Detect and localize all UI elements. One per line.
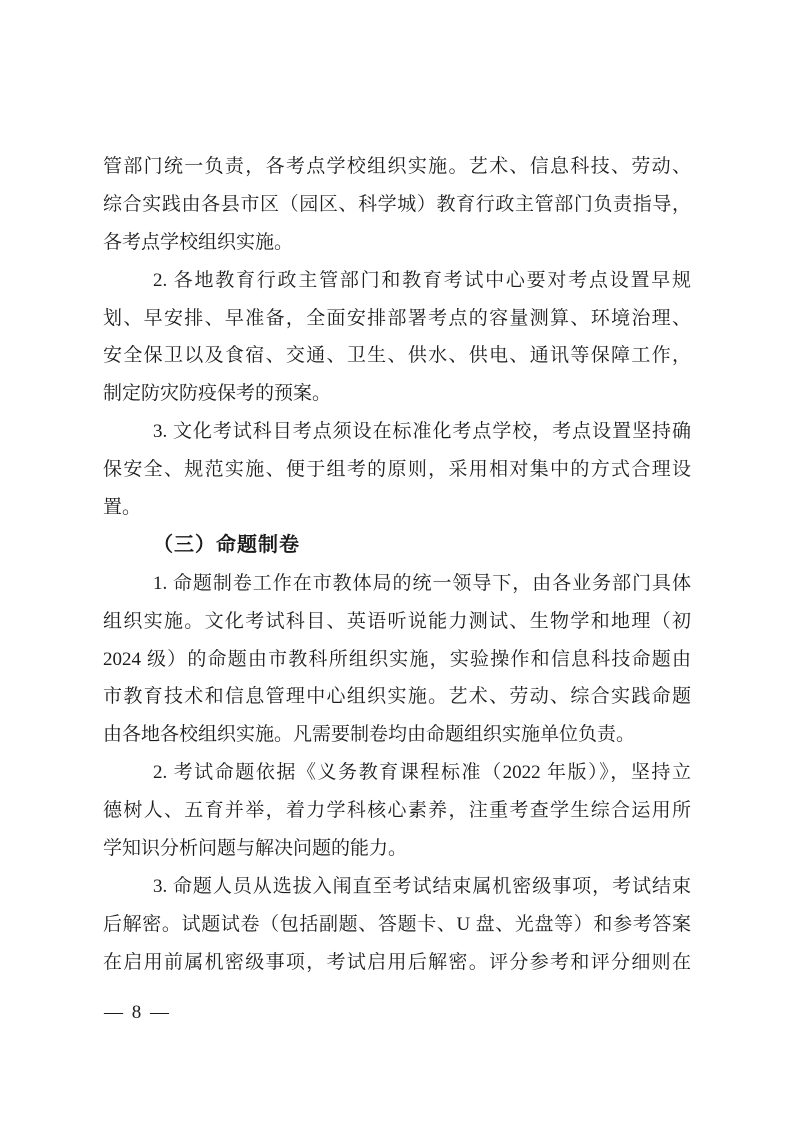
document-body (103, 148, 691, 982)
text-line: 市教育技术和信息管理中心组织实施。艺术、劳动、综合实践命题 (103, 686, 691, 708)
text-line: 制定防灾防疫保考的预案。 (103, 383, 332, 405)
text-line: 安全保卫以及食宿、交通、卫生、供水、供电、通讯等保障工作， (103, 345, 691, 367)
text-line: 保安全、规范实施、便于组考的原则，采用相对集中的方式合理设 (103, 459, 691, 481)
section-heading: （三）命题制卷 (153, 533, 300, 556)
paragraph-5 (103, 754, 691, 868)
paragraph-3 (103, 413, 691, 527)
text-line: 综合实践由各县市区（园区、科学城）教育行政主管部门负责指导， (103, 193, 691, 215)
text-line: 置。 (103, 497, 142, 519)
text-line: 学知识分析问题与解决问题的能力。 (103, 838, 408, 860)
text-line: 2024 级）的命题由市教科所组织实施，实验操作和信息科技命题由 (103, 648, 691, 670)
text-line: 德树人、五育并举，着力学科核心素养，注重考查学生综合运用所 (103, 800, 691, 822)
text-line: 由各地各校组织实施。凡需要制卷均由命题组织实施单位负责。 (103, 724, 636, 746)
paragraph-2 (103, 262, 691, 414)
text-line: 组织实施。文化考试科目、英语听说能力测试、生物学和地理（初 (103, 610, 691, 632)
text-line: 在启用前属机密级事项，考试启用后解密。评分参考和评分细则在 (103, 951, 691, 973)
text-line: 后解密。试题试卷（包括副题、答题卡、U 盘、光盘等）和参考答案 (103, 913, 691, 935)
paragraph-4 (103, 565, 691, 754)
text-line: 管部门统一负责，各考点学校组织实施。艺术、信息科技、劳动、 (103, 156, 691, 177)
text-line: 3. 文化考试科目考点须设在标准化考点学校，考点设置坚持确 (153, 421, 691, 443)
paragraph-continued (103, 148, 691, 262)
text-line: 划、早安排、早准备，全面安排部署考点的容量测算、环境治理、 (103, 307, 691, 329)
text-line: 3. 命题人员从选拔入闱直至考试结束属机密级事项，考试结束 (153, 875, 691, 897)
text-line: 各考点学校组织实施。 (103, 231, 294, 253)
text-line: 2. 各地教育行政主管部门和教育考试中心要对考点设置早规 (153, 269, 691, 291)
text-line: 2. 考试命题依据《义务教育课程标准（2022 年版）》，坚持立 (153, 762, 691, 784)
paragraph-6 (103, 868, 691, 982)
page-number: — 8 — (104, 1002, 171, 1023)
text-line: 1. 命题制卷工作在市教体局的统一领导下，由各业务部门具体 (153, 572, 691, 594)
